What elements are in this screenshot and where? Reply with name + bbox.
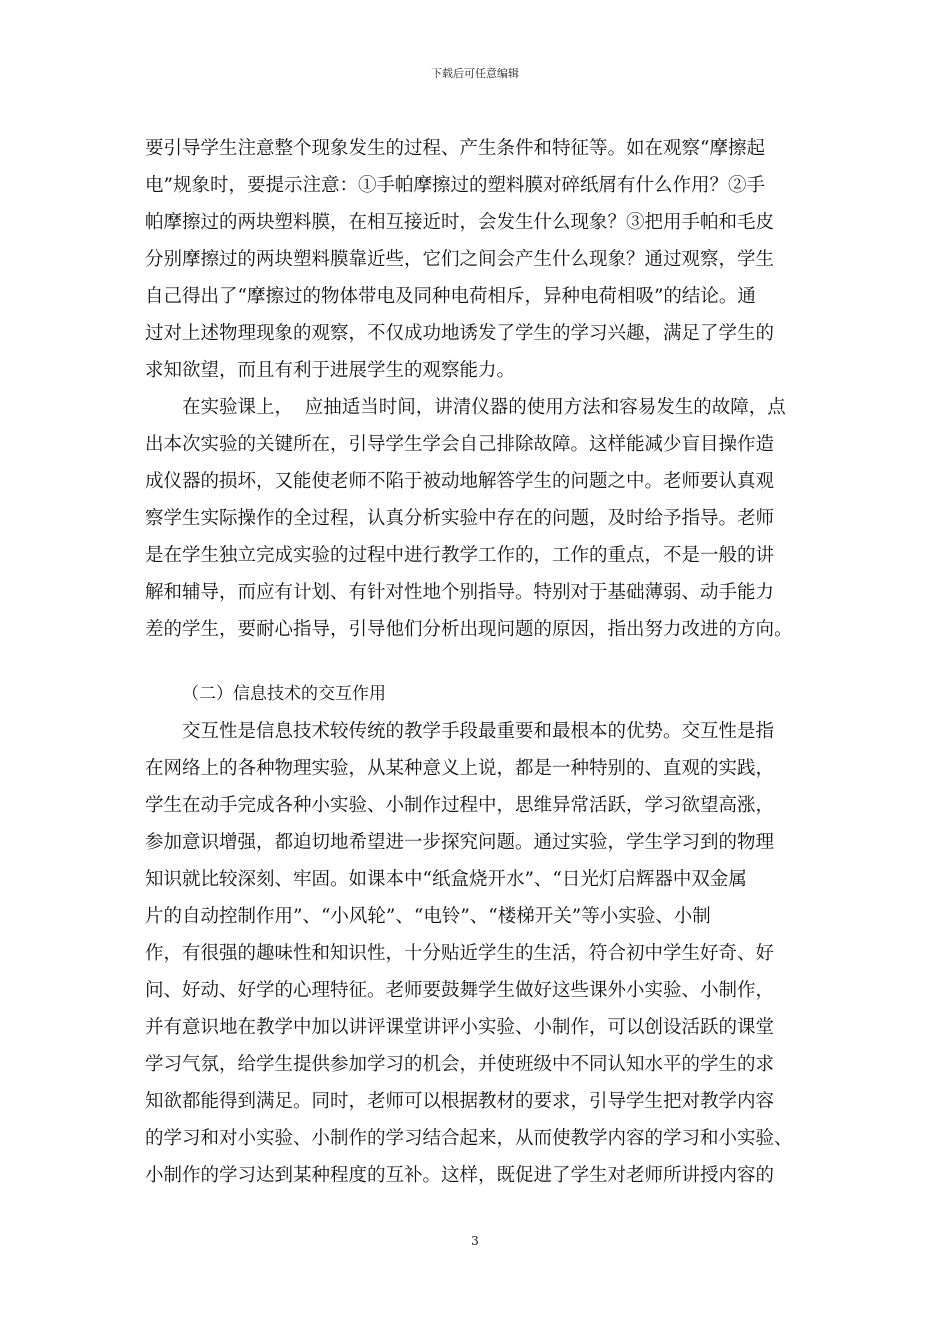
paragraph-line: 出本次实验的关键所在，引导学生学会自己排除故障。这样能减少盲目操作造	[145, 434, 775, 455]
section-heading: （二）信息技术的交互作用	[182, 684, 386, 704]
paragraph-line: 过对上述物理现象的观察，不仅成功地诱发了学生的学习兴趣，满足了学生的	[145, 323, 775, 344]
paragraph-line: 在网络上的各种物理实验，从某种意义上说，都是一种特别的、直观的实践，	[145, 758, 775, 779]
paragraph-line: 察学生实际操作的全过程，认真分析实验中存在的问题，及时给予指导。老师	[145, 508, 775, 529]
paragraph-3	[145, 713, 815, 1194]
paragraph-line: 要引导学生注意整个现象发生的过程、产生条件和特征等。如在观察“摩擦起	[145, 138, 765, 159]
paragraph-2	[145, 389, 815, 648]
paragraph-line: 参加意识增强，都迫切地希望进一步探究问题。通过实验，学生学习到的物理	[145, 832, 775, 853]
paragraph-line: 求知欲望，而且有利于进展学生的观察能力。	[145, 360, 516, 381]
paragraph-line: 知识就比较深刻、牢固。如课本中“纸盒烧开水”、“日光灯启辉器中双金属	[145, 869, 747, 890]
paragraph-line: 自己得出了“摩擦过的物体带电及同种电荷相斥，异种电荷相吸”的结论。通	[145, 286, 756, 307]
paragraph-line: 分别摩擦过的两块塑料膜靠近些，它们之间会产生什么现象？通过观察，学生	[145, 249, 775, 270]
page-header: 下载后可任意编辑	[431, 67, 519, 80]
paragraph-line: 成仪器的损坏，又能使老师不陷于被动地解答学生的问题之中。老师要认真观	[145, 471, 775, 492]
paragraph-spacer	[145, 648, 815, 676]
paragraph-line: 差的学生，要耐心指导，引导他们分析出现问题的原因，指出努力改进的方向。	[145, 619, 793, 640]
paragraph-line: 的学习和对小实验、小制作的学习结合起来，从而使教学内容的学习和小实验、	[145, 1128, 793, 1149]
paragraph-line: 并有意识地在教学中加以讲评课堂讲评小实验、小制作，可以创设活跃的课堂	[145, 1017, 775, 1038]
paragraph-line: 片的自动控制作用”、“小风轮”、“电铃”、“楼梯开关”等小实验、小制	[145, 906, 711, 927]
paragraph-line: 问、好动、好学的心理特征。老师要鼓舞学生做好这些课外小实验、小制作，	[145, 980, 775, 1001]
page-number: 3	[471, 1234, 479, 1248]
document-body	[145, 130, 815, 1194]
paragraph-line: 电”规象时，要提示注意：①手帕摩擦过的塑料膜对碎纸屑有什么作用？②手	[145, 175, 765, 196]
paragraph-line: 学生在动手完成各种小实验、小制作过程中，思维异常活跃，学习欲望高涨，	[145, 795, 775, 816]
paragraph-line: 是在学生独立完成实验的过程中进行教学工作的，工作的重点，不是一般的讲	[145, 545, 775, 566]
paragraph-line: 小制作的学习达到某种程度的互补。这样，既促进了学生对老师所讲授内容的	[145, 1165, 775, 1186]
paragraph-line: 知欲都能得到满足。同时，老师可以根据教材的要求，引导学生把对教学内容	[145, 1091, 775, 1112]
paragraph-line: 交互性是信息技术较传统的教学手段最重要和最根本的优势。交互性是指	[182, 721, 775, 742]
paragraph-line: 作，有很强的趣味性和知识性，十分贴近学生的生活，符合初中学生好奇、好	[145, 943, 775, 964]
paragraph-1	[145, 130, 815, 389]
paragraph-line: 在实验课上， 应抽适当时间，讲清仪器的使用方法和容易发生的故障，点	[182, 397, 786, 418]
paragraph-line: 学习气氛，给学生提供参加学习的机会，并使班级中不同认知水平的学生的求	[145, 1054, 775, 1075]
paragraph-line: 解和辅导，而应有计划、有针对性地个别指导。特别对于基础薄弱、动手能力	[145, 582, 775, 603]
paragraph-line: 帕摩擦过的两块塑料膜，在相互接近时，会发生什么现象？③把用手帕和毛皮	[145, 212, 775, 233]
